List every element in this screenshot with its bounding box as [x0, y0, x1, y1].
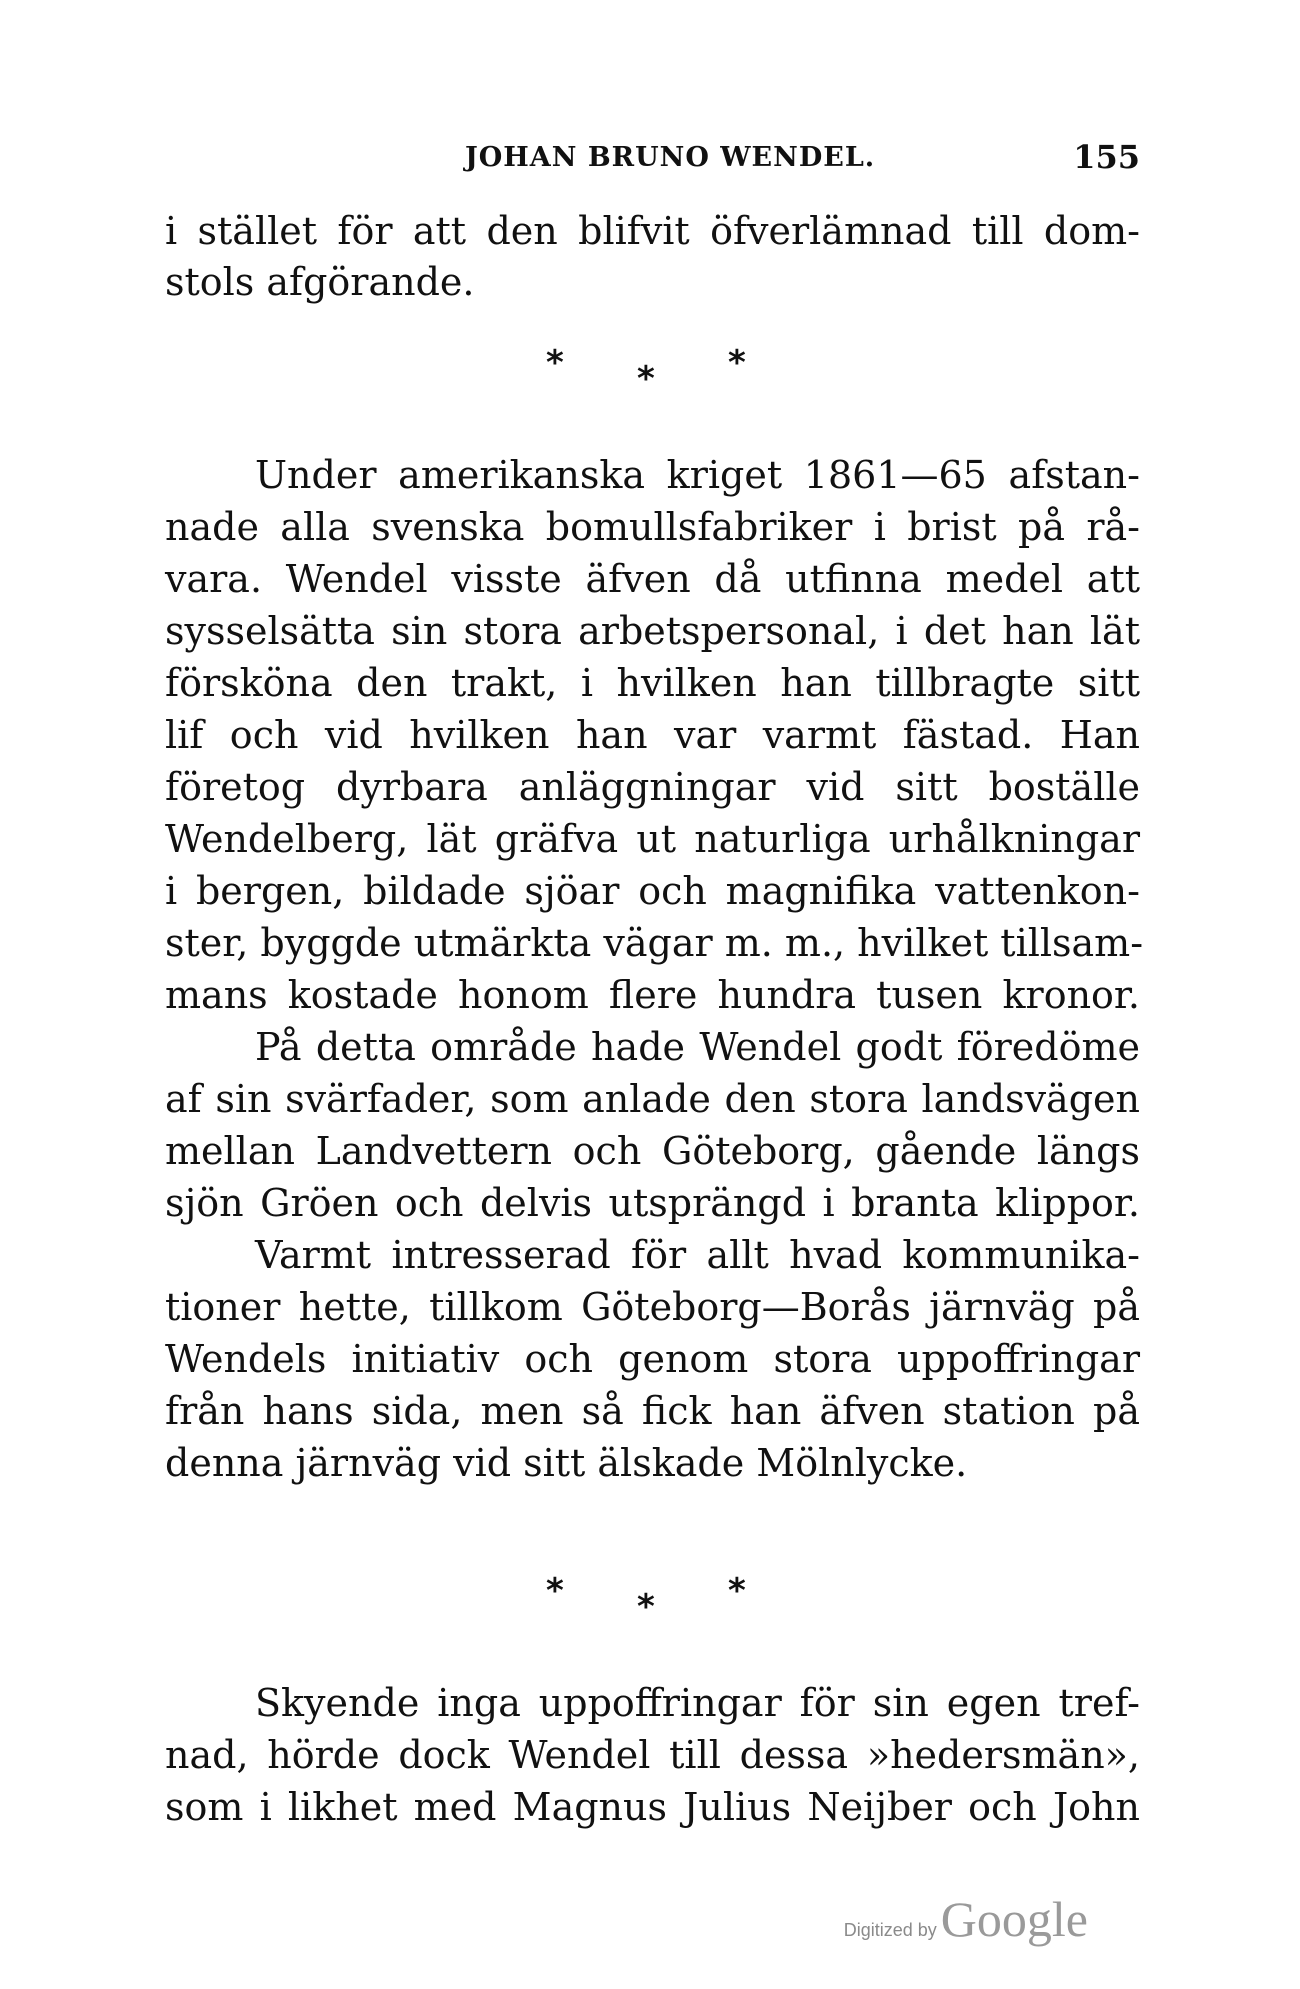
digitized-watermark	[844, 1890, 1088, 1948]
text-line: mans kostade honom flere hundra tusen kronor.	[165, 973, 1140, 1017]
text-line: försköna den trakt, i hvilken han tillbragte sitt	[165, 661, 1140, 705]
text-line: nade alla svenska bomullsfabriker i brist på rå-	[165, 505, 1140, 549]
text-line: nad, hörde dock Wendel till dessa »hedersmän»,	[165, 1733, 1140, 1777]
text-line: Wendels initiativ och genom stora uppoffringar	[165, 1337, 1140, 1381]
text-line: tioner hette, tillkom Göteborg—Borås järnväg på	[165, 1285, 1140, 1329]
running-head	[165, 138, 1140, 182]
text-line: sjön Gröen och delvis utsprängd i branta klippor.	[165, 1181, 1140, 1225]
text-line: af sin svärfader, som anlade den stora landsvägen	[165, 1077, 1140, 1121]
section-separator	[0, 340, 1300, 430]
text-line: som i likhet med Magnus Julius Neijber och John	[165, 1785, 1140, 1829]
google-logo: Google	[940, 1891, 1088, 1947]
asterisk: *	[546, 343, 564, 383]
section-separator	[0, 1568, 1300, 1658]
watermark-prefix: Digitized by	[843, 1920, 937, 1940]
text-line: Skyende inga uppoffringar för sin egen tref-	[255, 1681, 1140, 1725]
text-line: stols afgörande.	[165, 260, 475, 304]
asterisk: *	[637, 1587, 655, 1627]
text-line: denna järnväg vid sitt älskade Mölnlycke.	[165, 1441, 968, 1485]
text-line: från hans sida, men så fick han äfven station på	[165, 1389, 1140, 1433]
running-title: JOHAN BRUNO WENDEL.	[465, 142, 876, 173]
text-line: Under amerikanska kriget 1861—65 afstan-	[255, 453, 1140, 497]
text-line: Varmt intresserad för allt hvad kommunika-	[255, 1233, 1140, 1277]
text-line: mellan Landvettern och Göteborg, gående längs	[165, 1129, 1140, 1173]
asterisk: *	[728, 1571, 746, 1611]
text-line: sysselsätta sin stora arbetspersonal, i det han lät	[165, 609, 1140, 653]
text-line: lif och vid hvilken han var varmt fästad. Han	[165, 713, 1140, 757]
asterisk: *	[637, 359, 655, 399]
asterisk: *	[728, 343, 746, 383]
page-number: 155	[1073, 138, 1140, 176]
text-line: vara. Wendel visste äfven då utfinna medel att	[165, 557, 1140, 601]
text-line: Wendelberg, lät gräfva ut naturliga urhålkningar	[165, 817, 1140, 861]
asterisk: *	[546, 1571, 564, 1611]
text-line: företog dyrbara anläggningar vid sitt boställe	[165, 765, 1140, 809]
text-line: i stället för att den blifvit öfverlämnad till dom-	[165, 209, 1140, 253]
text-line: På detta område hade Wendel godt föredöme	[255, 1025, 1140, 1069]
text-line: i bergen, bildade sjöar och magnifika vattenkon-	[165, 869, 1140, 913]
text-line: ster, byggde utmärkta vägar m. m., hvilket tillsam-	[165, 921, 1144, 965]
